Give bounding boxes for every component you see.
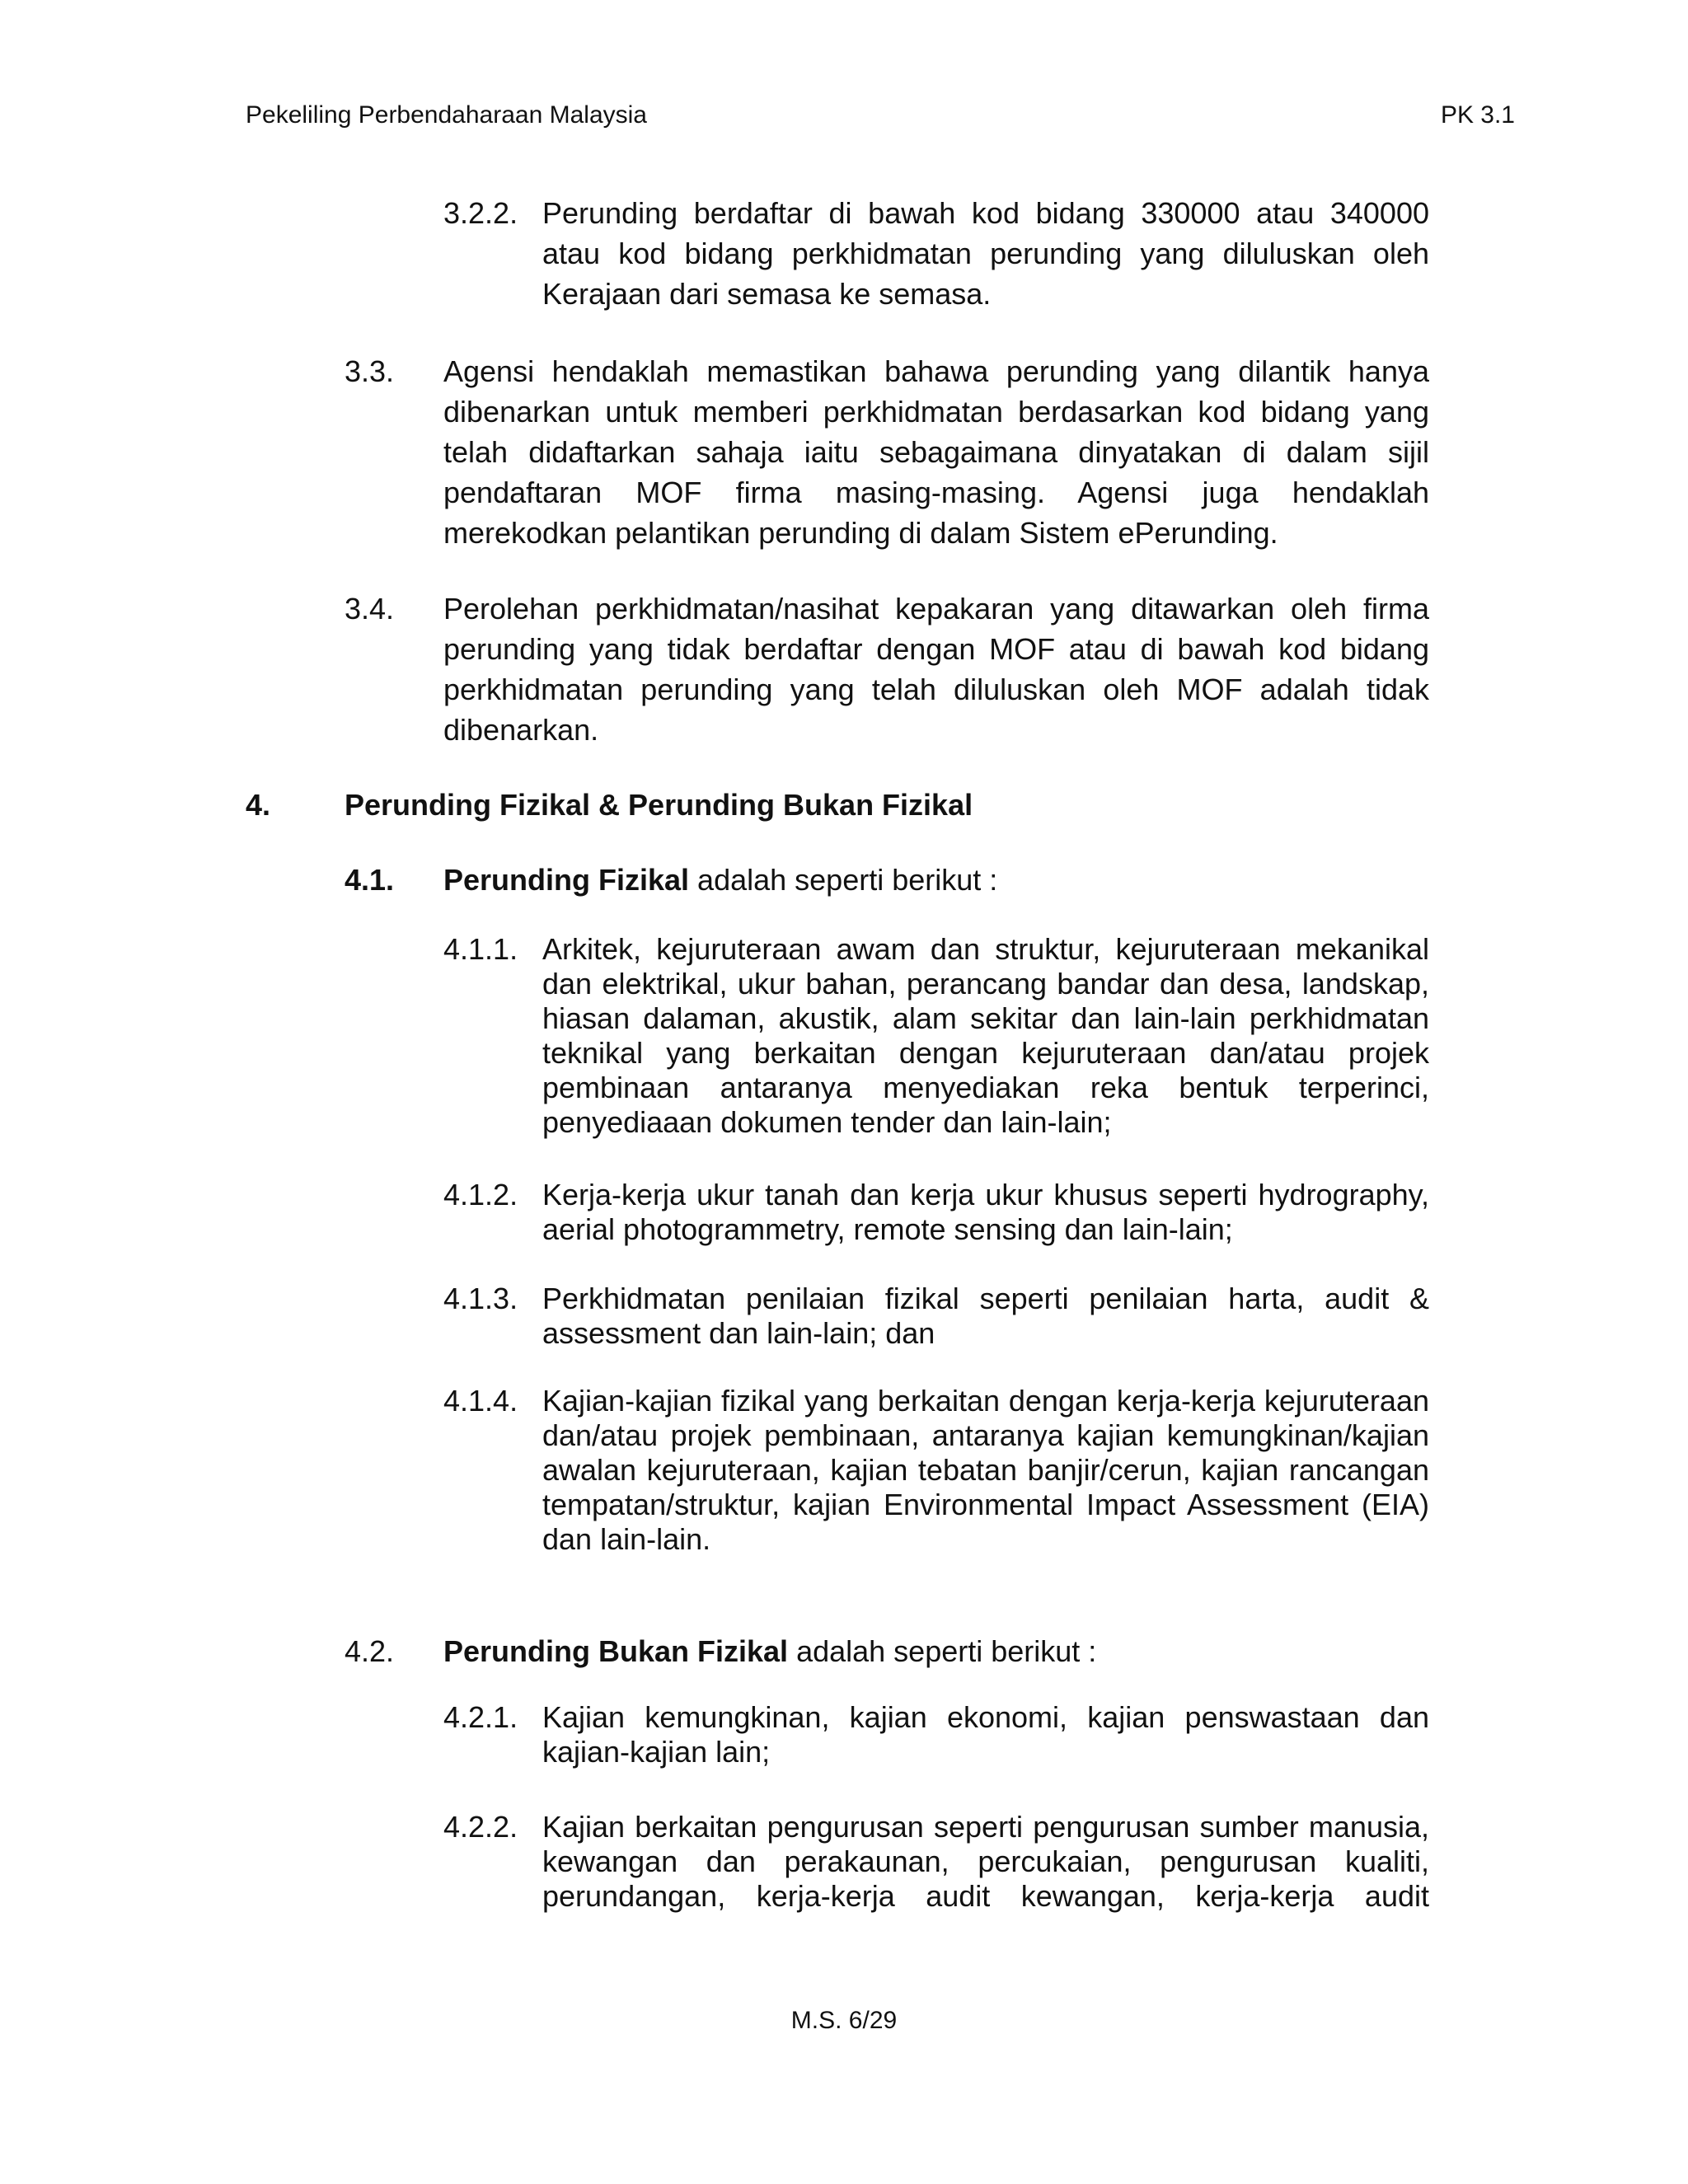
clause-number: 4.1.4. [443,1384,518,1418]
clause-term: Perunding Fizikal [443,863,690,897]
clause-text: Arkitek, kejuruteraan awam dan struktur, kejuruteraan mekanikal dan elektrikal, ukur bahan, perancang bandar dan desa, landskap, hiasan dalaman, akustik, alam sekitar dan lain-lain perkhidmatan teknikal yang berkaitan dengan kejuruteraan dan/atau projek pembinaan antaranya menyediakan reka bentuk terperinci, penyediaaan dokumen tender dan lain-lain; [542,932,1429,1139]
clause-number: 3.4. [345,592,395,626]
clause-text: Perolehan perkhidmatan/nasihat kepakaran yang ditawarkan oleh firma perunding yang tidak berdaftar dengan MOF atau di bawah kod bidang perkhidmatan perunding yang telah diluluskan oleh MOF adalah tidak dibenarkan. [443,592,1429,747]
clause-number: 3.2.2. [443,196,518,230]
clause-text: Kajian berkaitan pengurusan seperti pengurusan sumber manusia, kewangan dan perakaunan, percukaian, pengurusan kualiti, perundangan, kerja-kerja audit kewangan, kerja-kerja audit [542,1810,1429,1913]
clause-text: Kajian kemungkinan, kajian ekonomi, kajian penswastaan dan kajian-kajian lain; [542,1700,1429,1769]
header-ref: PK 3.1 [1440,101,1515,129]
clause-number: 4.2. [345,1634,395,1668]
clause-text [443,860,1429,900]
clause-rest: adalah seperti berikut : [689,863,998,897]
clause-number: 3.3. [345,354,395,388]
clause-text: Perkhidmatan penilaian fizikal seperti penilaian harta, audit & assessment dan lain-lain; dan [542,1282,1429,1350]
clause-number: 4.2.1. [443,1700,518,1734]
clause-rest: adalah seperti berikut : [788,1634,1097,1668]
clause-text: Agensi hendaklah memastikan bahawa perunding yang dilantik hanya dibenarkan untuk memberi perkhidmatan berdasarkan kod bidang yang telah didaftarkan sahaja iaitu sebagaimana dinyatakan di dalam sijil pendaftaran MOF firma masing-masing. Agensi juga hendaklah merekodkan pelantikan perunding di dalam Sistem ePerunding. [443,354,1429,550]
clause-number: 4.1. [345,863,395,897]
clause-text: Perunding berdaftar di bawah kod bidang 330000 atau 340000 atau kod bidang perkhidmatan perunding yang diluluskan oleh Kerajaan dari semasa ke semasa. [542,196,1429,311]
clause-number: 4.2.2. [443,1810,518,1844]
section-number: 4. [246,788,271,822]
clause-text [443,1631,1429,1671]
clause-number: 4.1.3. [443,1282,518,1315]
clause-text: Kajian-kajian fizikal yang berkaitan dengan kerja-kerja kejuruteraan dan/atau projek pembinaan, antaranya kajian kemungkinan/kajian awalan kejuruteraan, kajian tebatan banjir/cerun, kajian rancangan tempatan/struktur, kajian Environmental Impact Assessment (EIA) dan lain-lain. [542,1384,1429,1556]
header-title: Pekeliling Perbendaharaan Malaysia [246,101,647,129]
page-number: M.S. 6/29 [790,2007,898,2034]
clause-text: Kerja-kerja ukur tanah dan kerja ukur khusus seperti hydrography, aerial photogrammetry, remote sensing dan lain-lain; [542,1178,1429,1246]
clause-number: 4.1.1. [443,932,518,966]
clause-number: 4.1.2. [443,1178,518,1212]
section-title: Perunding Fizikal & Perunding Bukan Fizikal [345,788,973,822]
clause-term: Perunding Bukan Fizikal [443,1634,789,1668]
